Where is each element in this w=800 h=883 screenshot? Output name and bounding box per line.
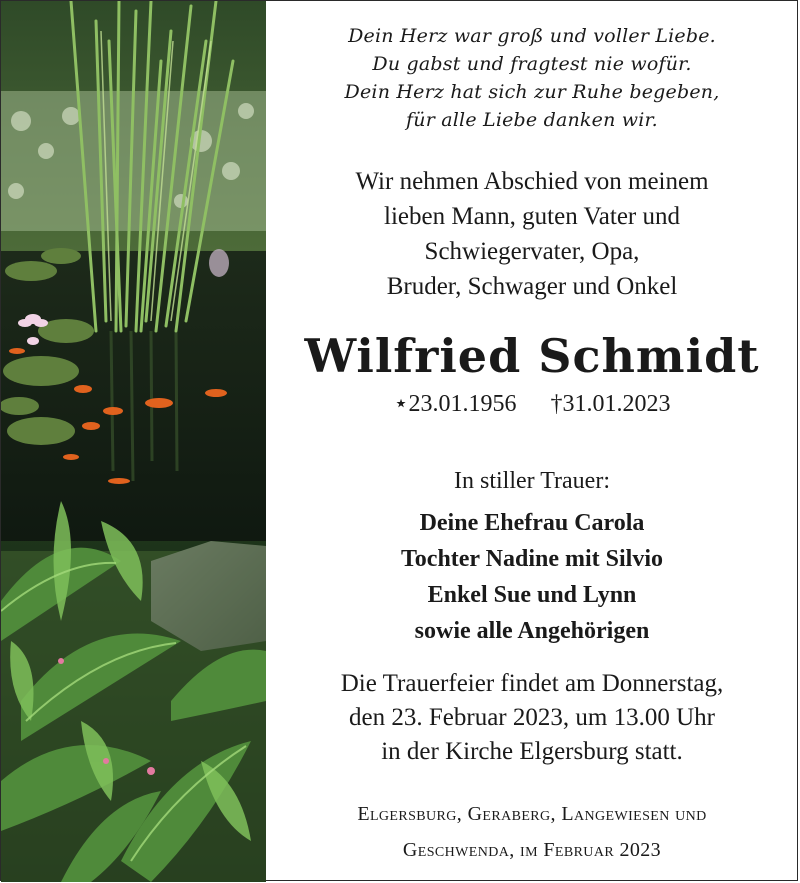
mourning-label: In stiller Trauer: bbox=[454, 468, 610, 494]
mourners-list bbox=[266, 505, 798, 649]
deceased-name: Wilfried Schmidt bbox=[304, 329, 760, 383]
places-line: Geschwenda, im Februar 2023 bbox=[402, 839, 662, 861]
intro-line: lieben Mann, guten Vater und bbox=[384, 203, 680, 230]
life-dates bbox=[266, 388, 798, 420]
death-date: †31.01.2023 bbox=[550, 391, 671, 417]
notice-text-column bbox=[266, 0, 798, 883]
memorial-poem bbox=[266, 22, 798, 134]
intro-line: Schwiegervater, Opa, bbox=[424, 238, 640, 265]
service-line: in der Kirche Elgersburg statt. bbox=[381, 738, 683, 765]
place-and-date bbox=[266, 796, 798, 868]
intro-line: Wir nehmen Abschied von meinem bbox=[355, 168, 709, 195]
mourner-line: sowie alle Angehörigen bbox=[414, 618, 650, 644]
farewell-intro bbox=[266, 164, 798, 304]
mourner-line: Enkel Sue und Lynn bbox=[427, 582, 637, 608]
intro-line: Bruder, Schwager und Onkel bbox=[386, 273, 678, 300]
service-line: den 23. Februar 2023, um 13.00 Uhr bbox=[349, 704, 715, 731]
mourner-line: Deine Ehefrau Carola bbox=[419, 510, 645, 536]
places-line: Elgersburg, Geraberg, Langewiesen und bbox=[357, 803, 707, 825]
poem-line: für alle Liebe danken wir. bbox=[406, 109, 658, 131]
birth-date: ⋆23.01.1956 bbox=[393, 391, 517, 417]
poem-line: Dein Herz hat sich zur Ruhe begeben, bbox=[344, 81, 720, 103]
funeral-service-info bbox=[266, 667, 798, 769]
mourner-line: Tochter Nadine mit Silvio bbox=[400, 546, 664, 572]
poem-line: Du gabst und fragtest nie wofür. bbox=[372, 53, 692, 75]
poem-line: Dein Herz war groß und voller Liebe. bbox=[348, 25, 716, 47]
garden-pond-photo bbox=[1, 1, 266, 882]
service-line: Die Trauerfeier findet am Donnerstag, bbox=[340, 670, 724, 697]
